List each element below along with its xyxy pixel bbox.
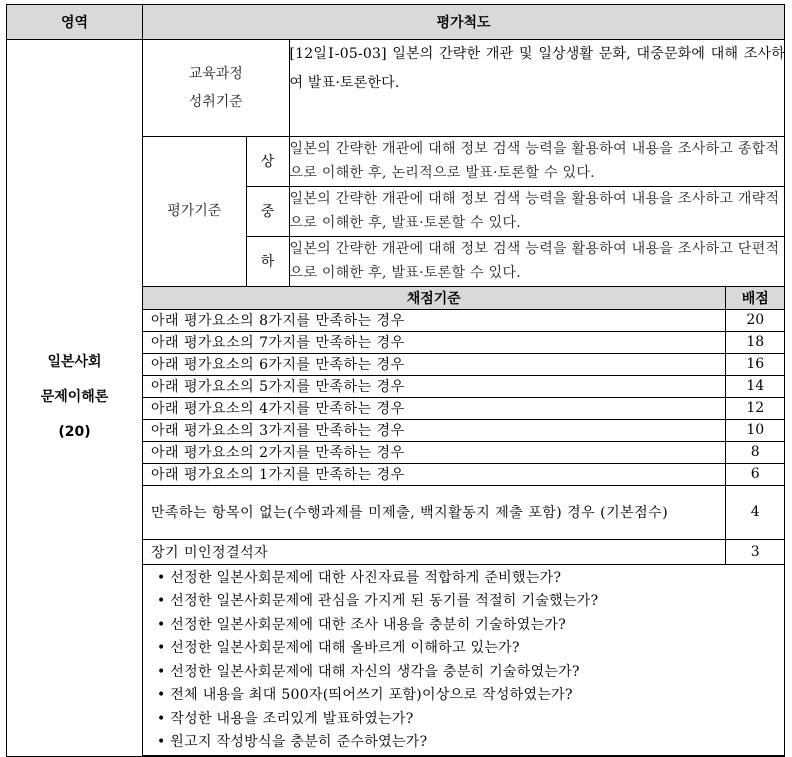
table-row — [143, 331, 785, 353]
row-score: 20 — [725, 309, 785, 331]
table-row — [143, 539, 785, 564]
curriculum-text: [12일Ⅰ-05-03] 일본의 간략한 개관 및 일상생활 문화, 대중문화에 대해 조사하여 발표·토론한다. — [289, 40, 785, 136]
row-text: 아래 평가요소의 4가지를 만족하는 경우 — [143, 397, 725, 419]
area-name: 일본사회 문제이해론 (20) — [7, 40, 143, 757]
row-text: 아래 평가요소의 6가지를 만족하는 경우 — [143, 353, 725, 375]
grade-mid: 중 — [246, 186, 289, 236]
row-score: 6 — [725, 463, 785, 485]
grade-low: 하 — [246, 236, 289, 286]
row-text: 아래 평가요소의 5가지를 만족하는 경우 — [143, 375, 725, 397]
checklist — [143, 564, 785, 755]
table-row — [143, 441, 785, 463]
scoring-score-header: 배점 — [725, 287, 785, 310]
list-item: • 선정한 일본사회문제에 대해 올바르게 이해하고 있는가? — [157, 640, 520, 656]
row-score: 12 — [725, 397, 785, 419]
table-row — [143, 485, 785, 539]
row-score: 3 — [725, 539, 785, 564]
grade-high: 상 — [246, 136, 289, 186]
row-score: 4 — [725, 485, 785, 539]
row-score: 10 — [725, 419, 785, 441]
scale-body — [143, 40, 785, 757]
list-item: • 작성한 내용을 조리있게 발표하였는가? — [157, 710, 414, 727]
list-item: • 선정한 일본사회문제에 관심을 가지게 된 동기를 적절히 기술했는가? — [157, 593, 599, 609]
table-row — [143, 463, 785, 485]
table-row — [143, 353, 785, 375]
row-score: 8 — [725, 441, 785, 463]
table-row — [143, 375, 785, 397]
list-item: • 원고지 작성방식을 충분히 준수하였는가? — [157, 734, 428, 750]
list-item: • 선정한 일본사회문제에 대해 자신의 생각을 충분히 기술하였는가? — [157, 663, 580, 680]
curriculum-label: 교육과정 성취기준 — [143, 40, 289, 136]
criteria-high: 일본의 간략한 개관에 대해 정보 검색 능력을 활용하여 내용을 조사하고 종합적으로 이해한 후, 논리적으로 발표·토론할 수 있다. — [289, 136, 785, 186]
scoring-criteria-header: 채점기준 — [143, 287, 725, 310]
row-text: 아래 평가요소의 1가지를 만족하는 경우 — [143, 463, 725, 485]
list-item: • 전체 내용을 최대 500자(띄어쓰기 포함)이상으로 작성하였는가? — [157, 687, 573, 703]
table-row — [143, 397, 785, 419]
criteria-low: 일본의 간략한 개관에 대해 정보 검색 능력을 활용하여 내용을 조사하고 단편적으로 이해한 후, 발표·토론할 수 있다. — [289, 236, 785, 286]
evaluation-label: 평가기준 — [143, 136, 246, 286]
row-text: 장기 미인정결석자 — [143, 539, 725, 564]
curriculum-table — [143, 40, 785, 287]
scoring-table — [143, 287, 785, 756]
row-score: 14 — [725, 375, 785, 397]
criteria-mid: 일본의 간략한 개관에 대해 정보 검색 능력을 활용하여 내용을 조사하고 개략적으로 이해한 후, 발표·토론할 수 있다. — [289, 186, 785, 236]
area-header: 영역 — [7, 5, 143, 40]
table-row — [143, 309, 785, 331]
evaluation-table — [6, 4, 785, 757]
list-item: • 선정한 일본사회문제에 대한 조사 내용을 충분히 기술하였는가? — [157, 616, 567, 633]
row-text: 아래 평가요소의 7가지를 만족하는 경우 — [143, 331, 725, 353]
row-score: 18 — [725, 331, 785, 353]
row-text: 아래 평가요소의 2가지를 만족하는 경우 — [143, 441, 725, 463]
row-text: 아래 평가요소의 8가지를 만족하는 경우 — [143, 309, 725, 331]
list-item: • 선정한 일본사회문제에 대한 사진자료를 적합하게 준비했는가? — [157, 569, 562, 586]
row-text: 아래 평가요소의 3가지를 만족하는 경우 — [143, 419, 725, 441]
scale-header: 평가척도 — [143, 5, 785, 40]
row-score: 16 — [725, 353, 785, 375]
table-row — [143, 419, 785, 441]
row-text: 만족하는 항목이 없는(수행과제를 미제출, 백지활동지 제출 포함) 경우 (기본점수) — [143, 485, 725, 539]
